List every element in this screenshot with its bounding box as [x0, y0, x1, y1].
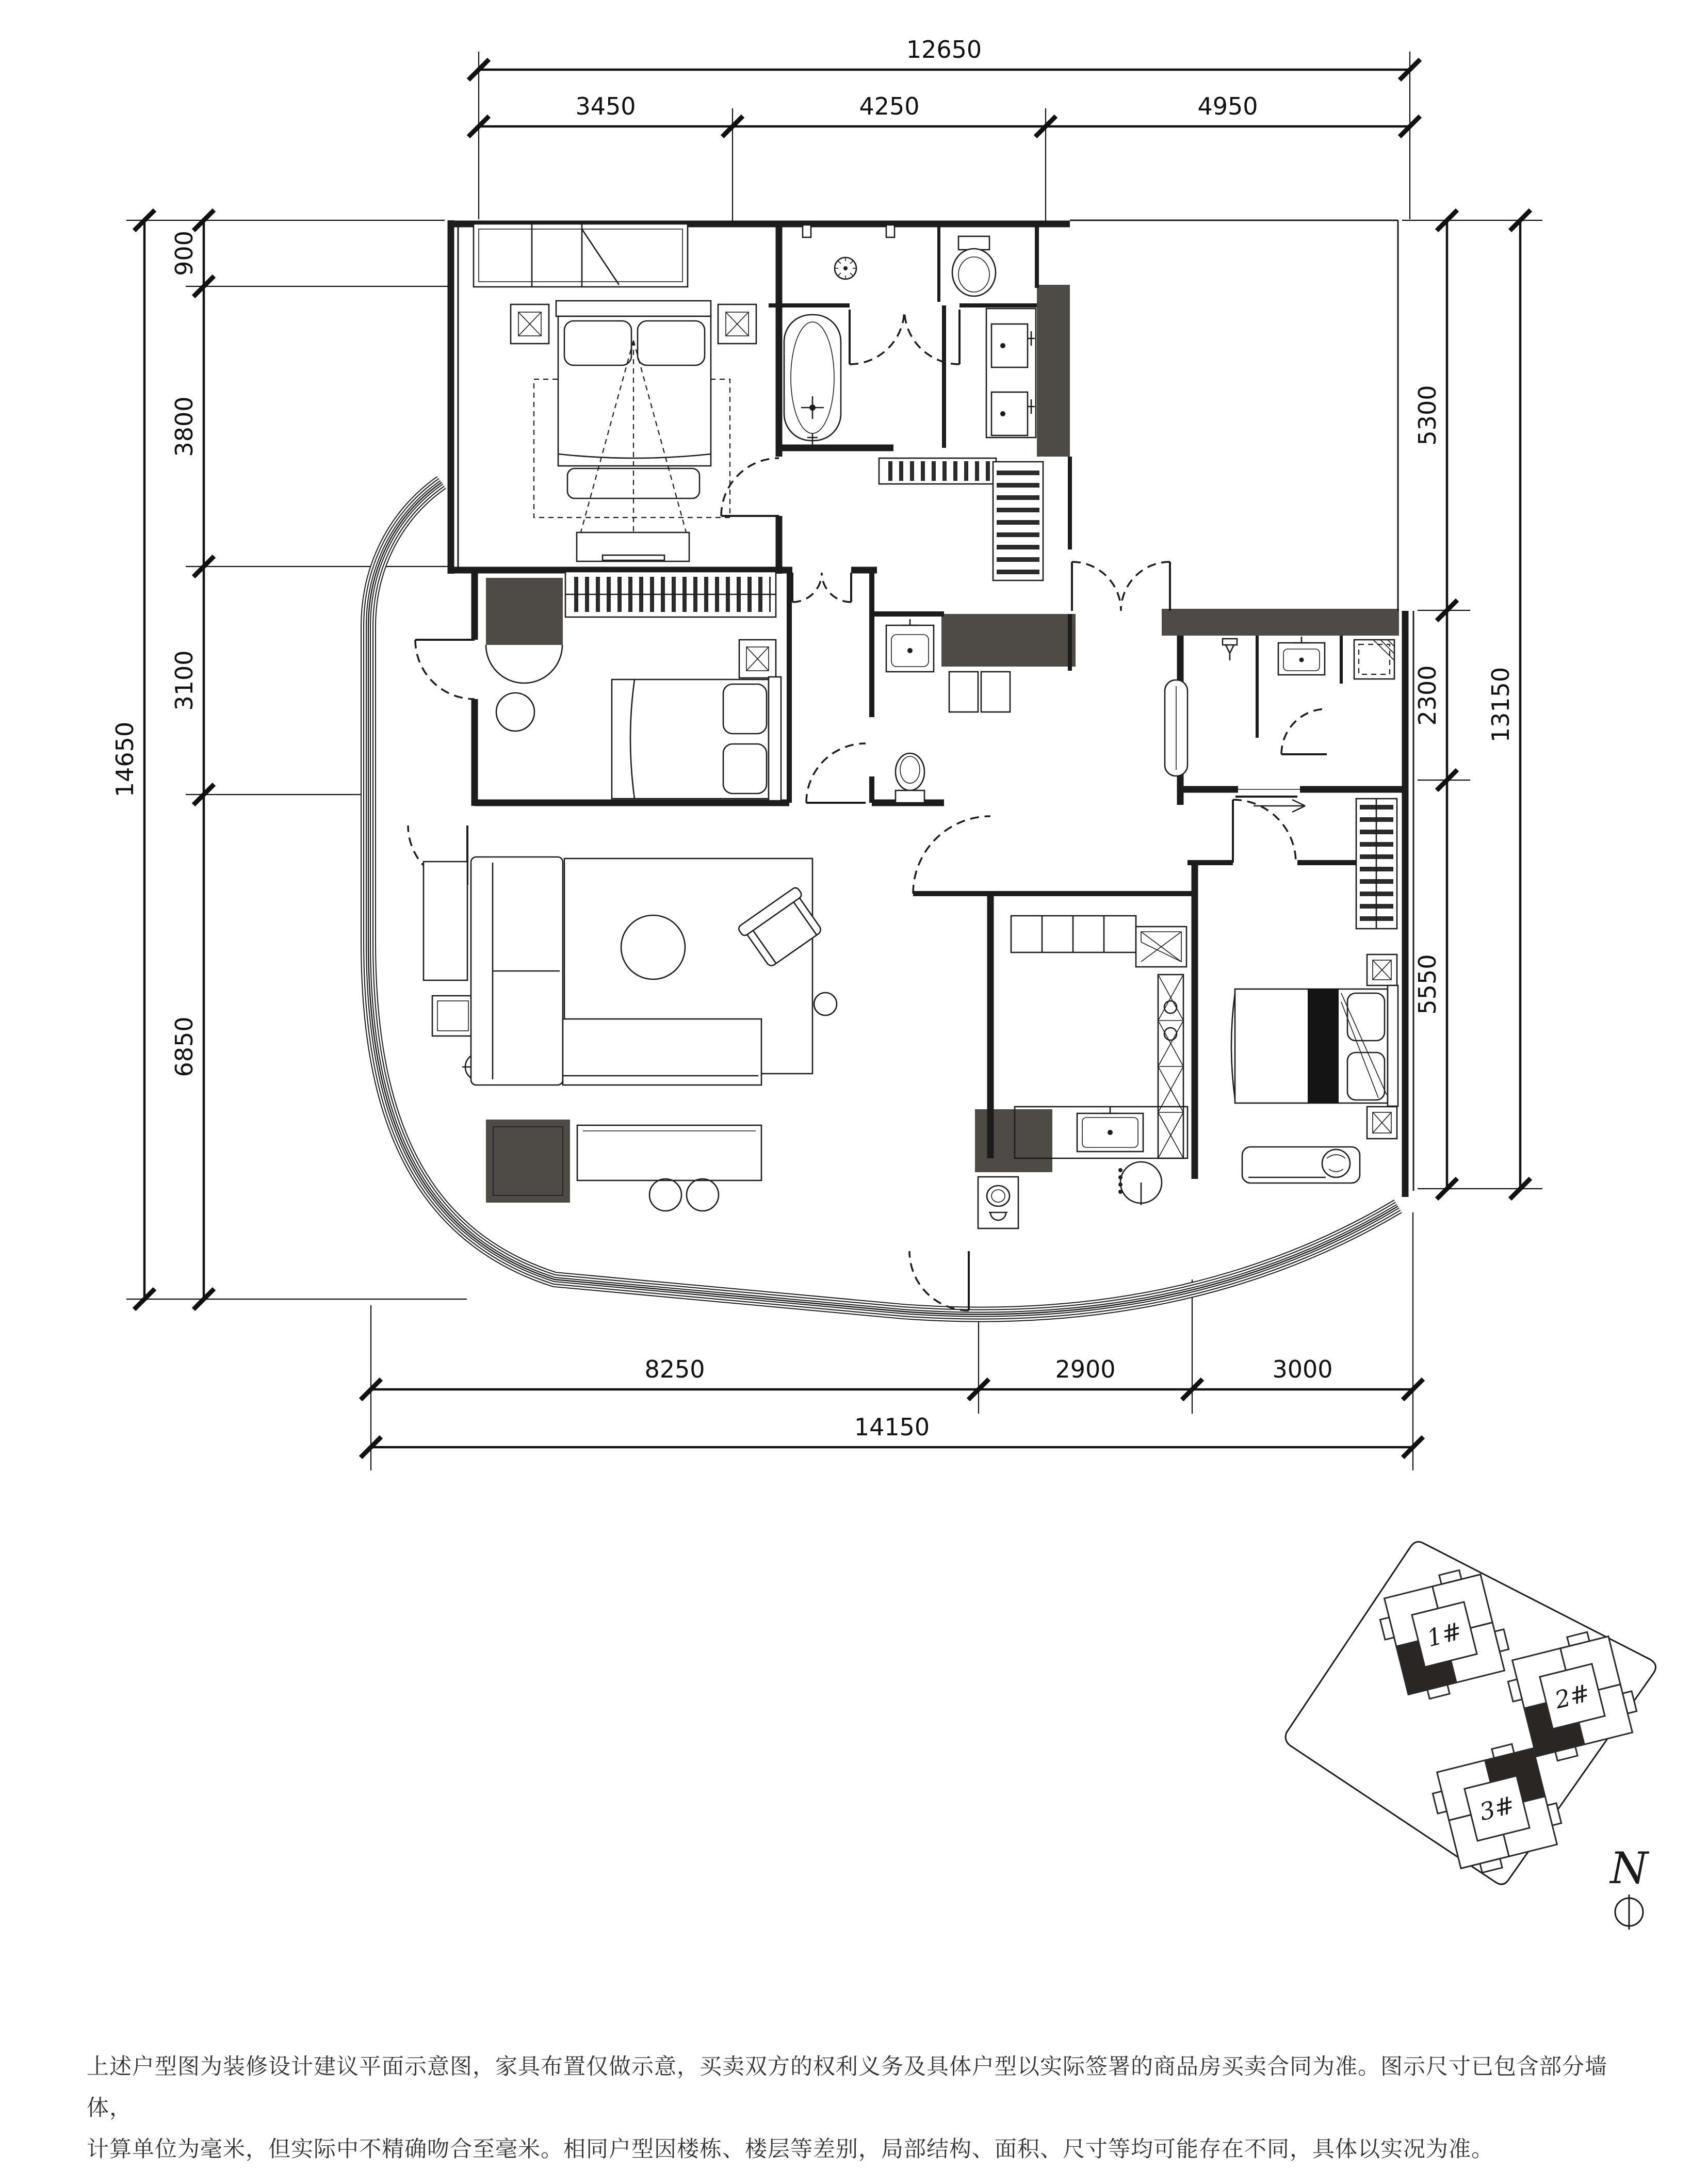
dim-left-total: 14650: [111, 721, 139, 798]
console-table: [424, 862, 467, 980]
dim-bottom-total: 14150: [854, 1413, 930, 1441]
dim-right-total: 13150: [1487, 667, 1515, 743]
toilet-master: [952, 236, 996, 296]
disclaimer-line-1: 上述户型图为装修设计建议平面示意图，家具布置仅做示意，买卖双方的权利义务及具体户型以实际签署的商品房买卖合同为准。图示尺寸已包含部分墙体，: [87, 2054, 1607, 2121]
washing-machine: [1354, 640, 1394, 679]
living-dark-plinth: [486, 1120, 570, 1203]
dim-left-seg-2: 3100: [170, 650, 198, 711]
disclaimer-line-2: 计算单位为毫米，但实际中不精确吻合至毫米。相同户型因楼栋、楼层等差别，局部结构、面积、尺寸等均可能存在不同，具体以实况为准。: [87, 2136, 1494, 2162]
bed3-headboard: [1388, 985, 1398, 1106]
hall-double-door: [792, 573, 851, 602]
dim-bottom-seg-0: 8250: [644, 1355, 705, 1383]
stool: [649, 1179, 681, 1211]
dimension-bottom: [361, 1212, 1423, 1470]
building-3: [1426, 1737, 1568, 1880]
headboard: [556, 301, 711, 316]
dim-top-seg-1: 4250: [859, 92, 920, 120]
master-closet: [474, 224, 688, 287]
wardrobe-bedroom3: [1356, 799, 1397, 929]
dim-left-seg-0: 900: [170, 231, 198, 276]
bedroom2-balcony-door: [415, 640, 475, 699]
media-cabinet: [577, 1125, 761, 1180]
bench-bedroom3: [1242, 1147, 1360, 1183]
wardrobe-bedroom2: [565, 572, 776, 617]
bath2: [1165, 637, 1394, 776]
master-shower-room: [803, 225, 996, 296]
pillow: [723, 744, 767, 793]
entry-double-door: [1072, 562, 1170, 611]
master-bed: [511, 301, 756, 562]
dimension-top: [468, 36, 1420, 222]
bathtub-icon: [784, 315, 841, 445]
niche-shelf: [981, 672, 1010, 712]
master-bath: [784, 309, 1036, 445]
pillow: [1347, 1052, 1385, 1100]
bed-runner: [1308, 989, 1339, 1103]
niche-shelf: [949, 672, 978, 712]
bistro-table: [1118, 1162, 1162, 1205]
building-3-label: 3#: [1476, 1790, 1518, 1826]
tall-cabinet-column: [1158, 975, 1183, 1158]
bedroom2: [486, 640, 781, 801]
living-room: [424, 857, 837, 1211]
dim-top-seg-0: 3450: [575, 92, 636, 120]
coffee-table: [621, 915, 685, 979]
pillow: [1347, 993, 1385, 1041]
bed2-headboard: [769, 677, 781, 801]
south-terrace-door: [909, 1251, 969, 1310]
sofa: [471, 857, 761, 1085]
dim-right-seg-1: 2300: [1413, 665, 1441, 726]
dim-bottom-seg-1: 2900: [1055, 1355, 1116, 1383]
pouf: [496, 693, 534, 731]
bath2-inner-door: [1281, 709, 1327, 754]
disclaimer: [87, 2046, 1639, 2170]
stool: [687, 1179, 719, 1211]
side-table: [814, 993, 837, 1015]
building-2-label: 2#: [1552, 1678, 1593, 1714]
foyer: [879, 458, 1043, 580]
north-compass-icon: [1609, 1843, 1649, 1930]
site-plan: [1286, 1542, 1655, 1930]
powder-wc: [978, 1177, 1018, 1228]
building-2: [1501, 1625, 1644, 1768]
north-label: N: [1610, 1843, 1648, 1893]
dimension-right: [1402, 210, 1542, 1199]
hood-box: [1136, 927, 1186, 967]
dim-left-seg-3: 6850: [170, 1016, 198, 1077]
tv-screen: [603, 555, 664, 560]
building-1: [1373, 1563, 1516, 1706]
fridge: [975, 1109, 1052, 1172]
floor-drain-icon: [834, 257, 857, 280]
pillow: [564, 321, 631, 365]
building-1-label: 1#: [1424, 1616, 1465, 1653]
dim-bottom-seg-2: 3000: [1272, 1355, 1333, 1383]
toilet-small-bath: [896, 753, 924, 803]
dim-right-seg-2: 5550: [1413, 954, 1441, 1015]
dim-right-seg-0: 5300: [1413, 385, 1441, 446]
arc-lamp: [486, 645, 562, 683]
side-shelf: [432, 996, 474, 1036]
pillow: [638, 321, 705, 365]
bedroom3-door: [1233, 800, 1296, 863]
dim-left-seg-1: 3800: [170, 396, 198, 457]
small-bath-door: [806, 743, 866, 803]
shower-head-icon: [1223, 639, 1237, 660]
pillow: [723, 684, 767, 734]
dim-top-seg-2: 4950: [1197, 92, 1258, 120]
dim-top-total: 12650: [906, 36, 982, 63]
dimension-left: [111, 210, 467, 1309]
vanity-double-sink: [986, 309, 1036, 438]
bedroom3: [1231, 954, 1398, 1183]
kitchen-door: [913, 816, 990, 894]
kitchen: [978, 916, 1188, 1228]
